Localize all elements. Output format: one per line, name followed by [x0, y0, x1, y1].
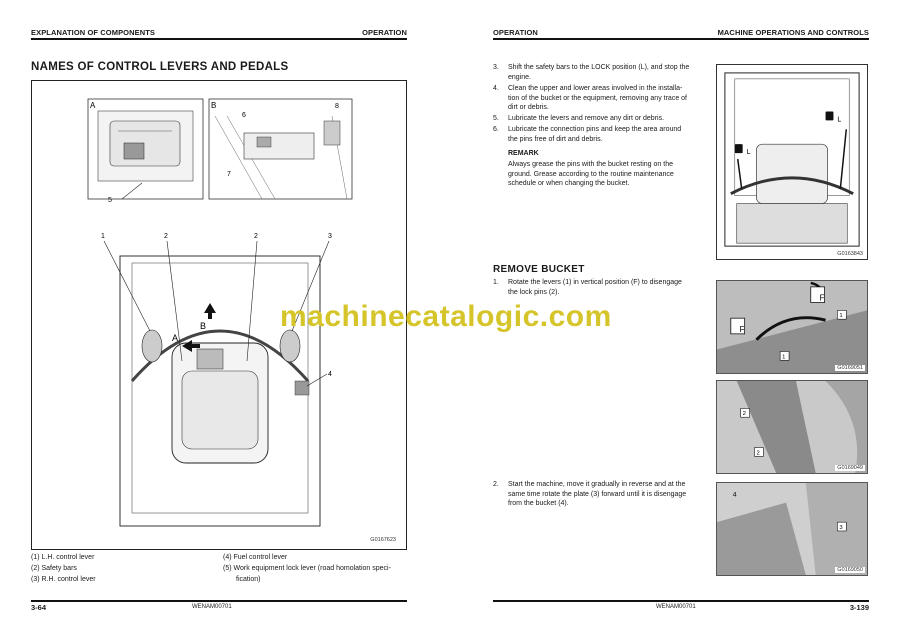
- photo3-label-2a: 2: [742, 411, 746, 418]
- callout-3: 3: [328, 233, 332, 240]
- levers-photo-drawing: [717, 281, 867, 373]
- remove-step-1-line-2: the lock pins (2).: [508, 288, 560, 296]
- remove-step-1: [493, 278, 708, 298]
- photo2-label-f-right: F: [819, 293, 825, 303]
- arrow-b-label: B: [200, 321, 207, 331]
- left-footer-rule: [31, 600, 407, 602]
- arrow-a-label: A: [172, 333, 179, 343]
- caption-work-lock-lever-cont: fication): [236, 576, 261, 583]
- step-4-number: 4.: [493, 85, 499, 92]
- photo4-code: G0169050: [837, 567, 863, 573]
- figure-safety-bars-lock: [716, 64, 868, 260]
- remove-step-2-line-2: same time rotate the plate (3) forward until it is disengage: [508, 490, 687, 498]
- right-page-number: 3-139: [849, 603, 869, 612]
- inset-a-label: A: [90, 101, 96, 110]
- left-page-number: 3-64: [31, 603, 47, 612]
- caption-column-2: [223, 552, 413, 585]
- left-header-chapter: OPERATION: [362, 28, 407, 37]
- remark-title: REMARK: [508, 150, 539, 157]
- callout-2b: 2: [254, 233, 258, 240]
- remark-line-1: Always grease the pins with the bucket resting on the: [508, 161, 673, 168]
- left-doc-code: WENAM00701: [192, 604, 232, 610]
- remove-step-1-line-1: Rotate the levers (1) in vertical position (F) to disengage: [508, 279, 682, 286]
- step-4-line-3: dirt or debris.: [508, 104, 549, 111]
- inset-b-label: B: [211, 101, 217, 110]
- left-header-section: EXPLANATION OF COMPONENTS: [31, 28, 156, 37]
- step-5-line-1: Lubricate the levers and remove any dirt or debris.: [508, 115, 665, 122]
- right-doc-code: WENAM00701: [656, 604, 696, 610]
- remove-step-2-line-3: from the bucket (4).: [508, 500, 569, 507]
- step-5-number: 5.: [493, 115, 499, 122]
- right-header-chapter: OPERATION: [493, 28, 538, 37]
- photo2-label-f-left: F: [739, 324, 745, 334]
- step-4-line-2: tion of the bucket or the equipment, removing any trace of: [508, 94, 687, 102]
- watermark-text: machinecatalogic.com: [280, 300, 612, 333]
- callout-1: 1: [101, 233, 105, 240]
- remove-step-2: [493, 480, 708, 510]
- remark-line-2: ground. Grease according to the routine maintenance: [508, 170, 674, 178]
- caption-fuel-control-lever: (4) Fuel control lever: [223, 554, 288, 561]
- remove-step-2-line-1: Start the machine, move it gradually in reverse and at the: [508, 481, 686, 488]
- remark-line-3: schedule or when changing the bucket.: [508, 180, 630, 187]
- photo1-code: G0163843: [837, 251, 863, 257]
- step-3-line-1: Shift the safety bars to the LOCK position (L), and stop the: [508, 64, 690, 71]
- right-footer-rule: [493, 600, 869, 602]
- remove-step-1-number: 1.: [493, 279, 499, 286]
- bucket-plate-photo-drawing: [717, 483, 867, 575]
- step-4: [493, 84, 708, 114]
- step-6-number: 6.: [493, 126, 499, 133]
- inset-b: [209, 99, 352, 199]
- photo-bucket-plate: [716, 482, 868, 576]
- caption-safety-bars: (2) Safety bars: [31, 565, 77, 572]
- caption-rh-control-lever: (3) R.H. control lever: [31, 576, 96, 583]
- left-header-rule: [31, 38, 407, 40]
- safety-bars-drawing: [717, 65, 867, 259]
- left-section-title: NAMES OF CONTROL LEVERS AND PEDALS: [31, 61, 289, 73]
- remove-bucket-title: REMOVE BUCKET: [493, 264, 585, 275]
- photo2-code: G0169051: [837, 365, 863, 371]
- caption-column-1: [31, 552, 96, 585]
- remove-step-2-number: 2.: [493, 481, 499, 488]
- caption-lh-control-lever: (1) L.H. control lever: [31, 554, 95, 561]
- step-3: [493, 63, 708, 83]
- photo2-label-1b: 1: [839, 313, 843, 320]
- caption-work-lock-lever: (5) Work equipment lock lever (road homolation speci-: [223, 565, 391, 572]
- photo2-label-1a: 1: [782, 354, 786, 361]
- photo1-label-l-right: L: [837, 116, 842, 124]
- step-6-line-2: the pins free of dirt and debris.: [508, 135, 603, 143]
- callout-2a: 2: [164, 233, 168, 240]
- callout-6: 6: [242, 112, 246, 119]
- step-6-line-1: Lubricate the connection pins and keep the area around: [508, 126, 682, 133]
- step-3-line-2: engine.: [508, 73, 531, 81]
- callout-4: 4: [328, 371, 332, 378]
- right-header-rule: [493, 38, 869, 40]
- callout-7: 7: [227, 171, 231, 178]
- right-header-section: MACHINE OPERATIONS AND CONTROLS: [717, 28, 869, 37]
- photo3-label-2b: 2: [756, 450, 760, 457]
- remark-body: [508, 160, 718, 189]
- step-4-line-1: Clean the upper and lower areas involved in the installa-: [508, 85, 683, 92]
- photo-levers-vertical: [716, 280, 868, 374]
- photo-lock-pins: [716, 380, 868, 474]
- cab-overview: [101, 233, 332, 526]
- photo1-label-l-left: L: [746, 149, 751, 157]
- callout-8: 8: [335, 103, 339, 110]
- step-3-number: 3.: [493, 64, 499, 71]
- inset-a: [88, 99, 203, 204]
- lock-pins-photo-drawing: [717, 381, 867, 473]
- left-figure-code: G0167623: [370, 537, 396, 543]
- photo4-label-4: 4: [732, 491, 737, 499]
- step-5: [493, 114, 708, 124]
- step-6: [493, 125, 708, 145]
- callout-5: 5: [108, 197, 112, 204]
- photo4-label-3: 3: [839, 525, 843, 531]
- photo3-code: G0169049: [837, 465, 863, 471]
